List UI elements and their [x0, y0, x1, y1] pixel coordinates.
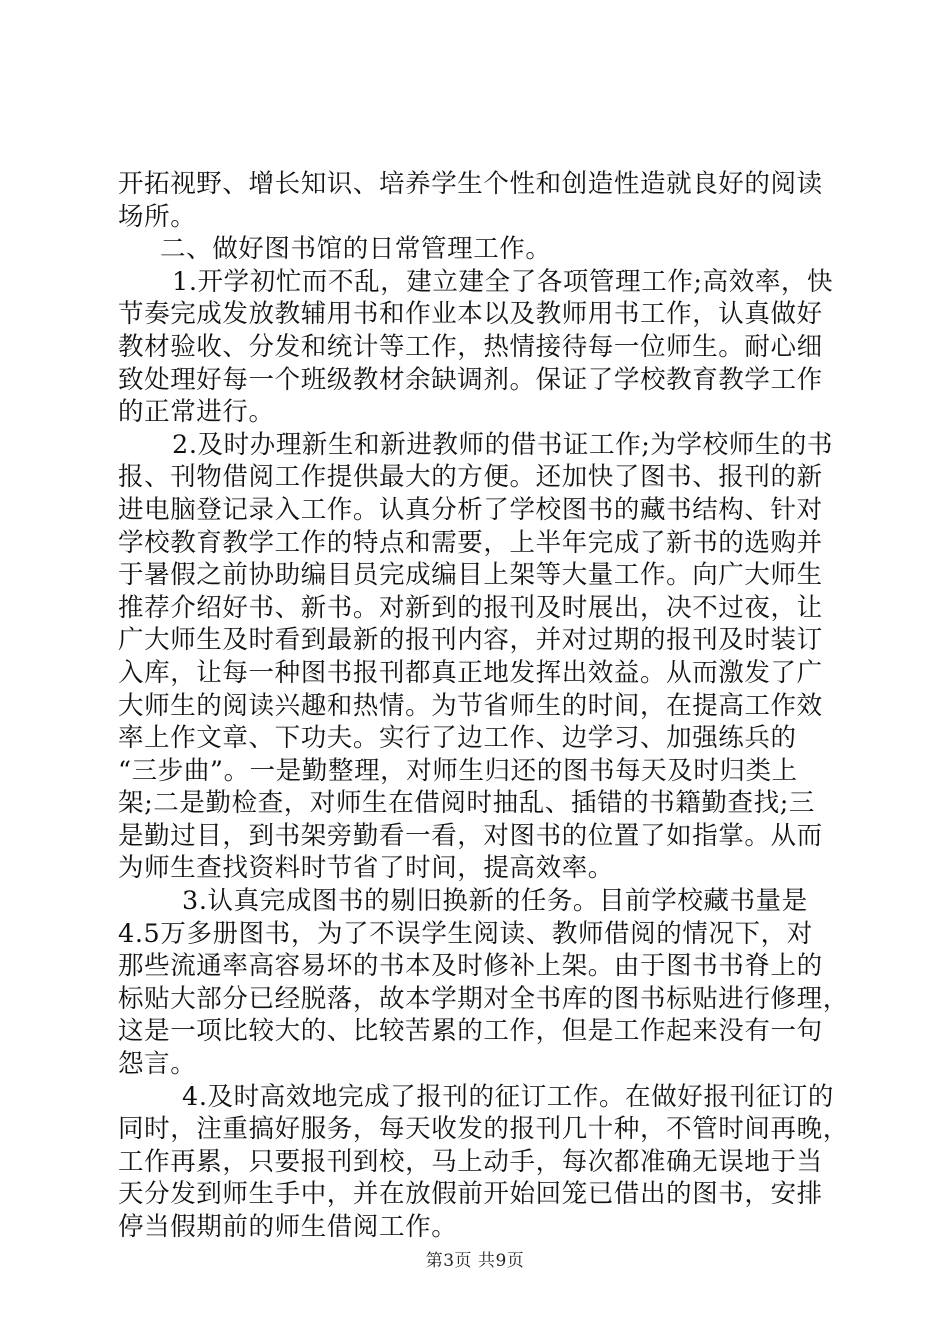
- paragraph-start: 3.认真完成图书的剔旧换新的任务。目前学校藏书量是: [182, 886, 808, 917]
- page-number-footer: 第3页 共9页: [425, 1251, 525, 1271]
- text-line: 架;二是勤检查，对师生在借阅时抽乱、插错的书籍勤查找;三: [118, 788, 815, 819]
- text-line: 于暑假之前协助编目员完成编目上架等大量工作。向广大师生: [118, 560, 823, 591]
- text-line: 广大师生及时看到最新的报刊内容，并对过期的报刊及时装订: [118, 625, 823, 656]
- text-line: 教材验收、分发和统计等工作，热情接待每一位师生。耐心细: [118, 331, 823, 362]
- text-line: 入库，让每一种图书报刊都真正地发挥出效益。从而激发了广: [118, 657, 823, 688]
- text-line: 推荐介绍好书、新书。对新到的报刊及时展出，决不过夜，让: [118, 592, 823, 623]
- text-line: 为师生查找资料时节省了时间，提高效率。: [118, 853, 614, 884]
- text-line: 是勤过目，到书架旁勤看一看，对图书的位置了如指掌。从而: [118, 820, 823, 851]
- text-line: 同时，注重搞好服务，每天收发的报刊几十种，不管时间再晚，: [118, 1114, 849, 1145]
- text-line: 天分发到师生手中，并在放假前开始回笼已借出的图书，安排: [118, 1179, 823, 1210]
- text-line: 学校教育教学工作的特点和需要，上半年完成了新书的选购并: [118, 527, 823, 558]
- text-line: 怨言。: [118, 1049, 197, 1080]
- text-line: 这是一项比较大的、比较苦累的工作，但是工作起来没有一句: [118, 1016, 823, 1047]
- text-line: 停当假期前的师生借阅工作。: [118, 1212, 458, 1242]
- text-line: 致处理好每一个班级教材余缺调剂。保证了学校教育教学工作: [118, 364, 823, 395]
- document-body: [118, 168, 849, 1244]
- text-line: 工作再累，只要报刊到校，马上动手，每次都准确无误地于当: [118, 1146, 823, 1177]
- text-line: 4.5万多册图书，为了不误学生阅读、教师借阅的情况下，对: [118, 918, 813, 949]
- text-line: 标贴大部分已经脱落，故本学期对全书库的图书标贴进行修理，: [118, 983, 849, 1014]
- text-line: 开拓视野、增长知识、培养学生个性和创造性造就良好的阅读: [118, 169, 823, 199]
- text-line: “三步曲”。一是勤整理，对师生归还的图书每天及时归类上: [118, 755, 798, 786]
- text-line: 进电脑登记录入工作。认真分析了学校图书的藏书结构、针对: [118, 494, 823, 525]
- text-line: 节奏完成发放教辅用书和作业本以及教师用书工作，认真做好: [118, 299, 823, 330]
- text-line: 场所。: [118, 201, 197, 232]
- paragraph-start: 2.及时办理新生和新进教师的借书证工作;为学校师生的书: [172, 429, 834, 460]
- paragraph-start: 1.开学初忙而不乱，建立建全了各项管理工作;高效率，快: [172, 266, 834, 297]
- text-line: 率上作文章、下功夫。实行了边工作、边学习、加强练兵的: [118, 723, 797, 754]
- text-line: 那些流通率高容易坏的书本及时修补上架。由于图书书脊上的: [118, 951, 823, 982]
- text-line: 的正常进行。: [118, 397, 275, 428]
- text-line: 报、刊物借阅工作提供最大的方便。还加快了图书、报刊的新: [118, 462, 823, 493]
- text-line: 大师生的阅读兴趣和热情。为节省师生的时间，在提高工作效: [118, 690, 823, 721]
- paragraph-start: 4.及时高效地完成了报刊的征订工作。在做好报刊征订的: [182, 1081, 834, 1112]
- section-heading: 二、做好图书馆的日常管理工作。: [160, 234, 552, 265]
